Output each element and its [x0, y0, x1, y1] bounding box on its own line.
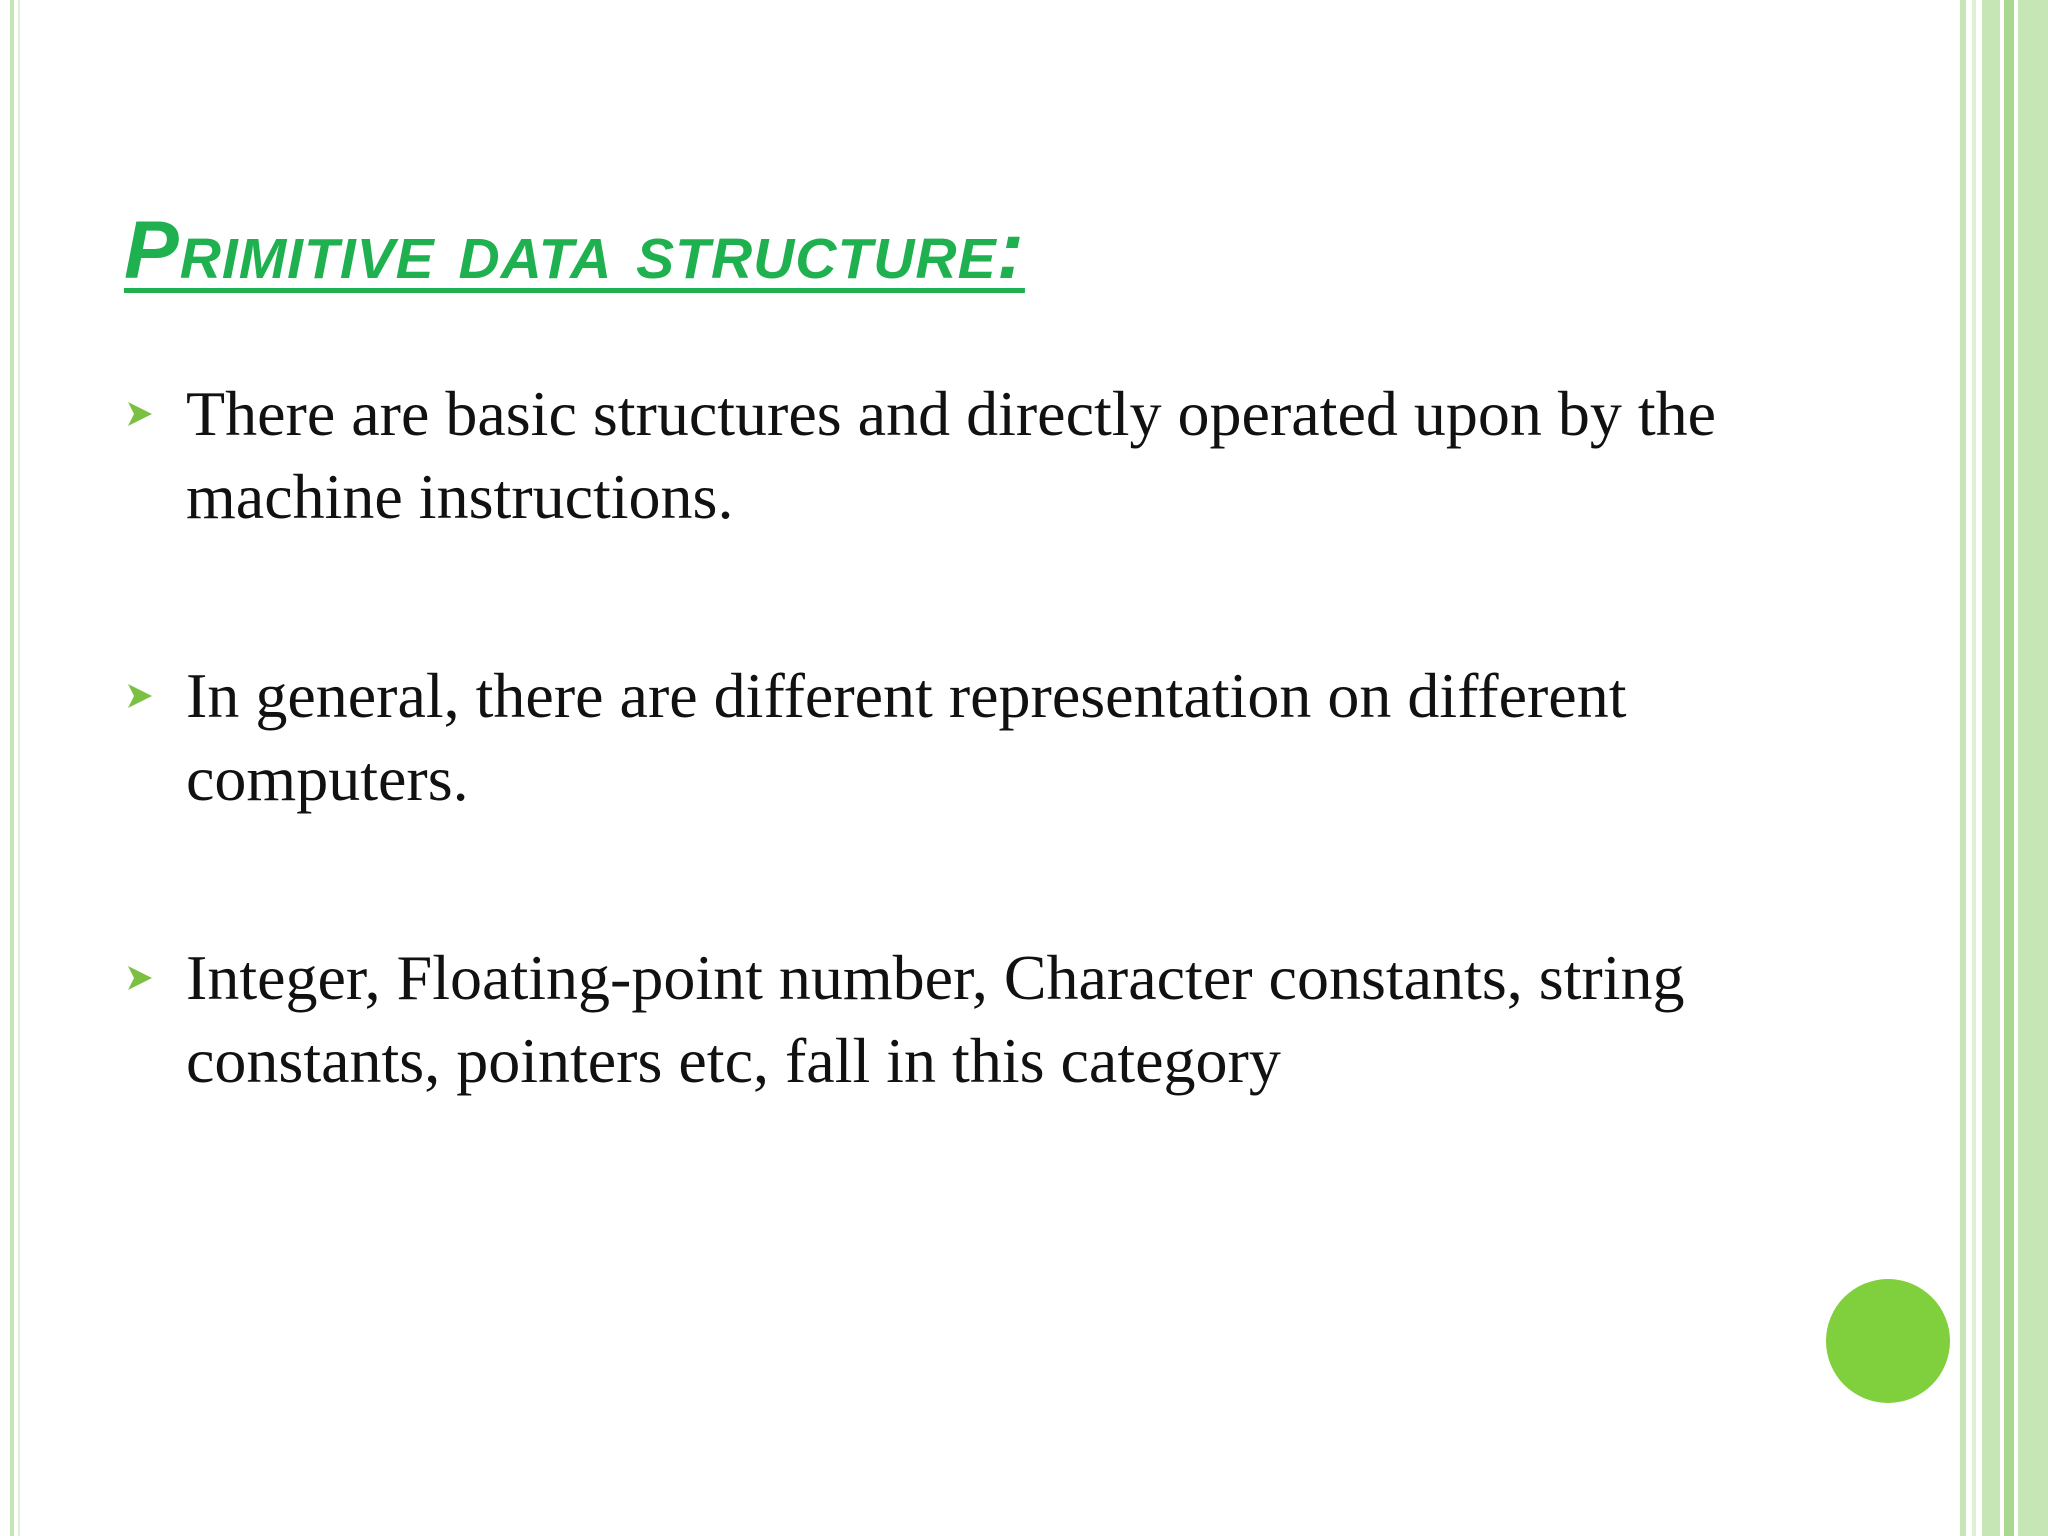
- bullet-item: [124, 372, 1764, 538]
- bullet-list: [124, 372, 1764, 1218]
- right-border-stripe: [2018, 0, 2048, 1536]
- right-border-stripe: [1960, 0, 1966, 1536]
- decorative-circle: [1826, 1279, 1950, 1403]
- right-border-stripe: [2004, 0, 2014, 1536]
- right-border-stripe: [1972, 0, 1976, 1536]
- arrowhead-bullet-icon: [124, 680, 156, 712]
- bullet-text: In general, there are different representation on different computers.: [186, 660, 1627, 814]
- slide-title: Primitive data structure:: [124, 205, 1025, 296]
- bullet-text: Integer, Floating-point number, Character constants, string constants, pointers etc, fall in this category: [186, 942, 1685, 1096]
- bullet-item: [124, 936, 1764, 1102]
- arrowhead-bullet-icon: [124, 398, 156, 430]
- arrowhead-bullet-icon: [124, 962, 156, 994]
- left-border-line: [10, 0, 14, 1536]
- bullet-text: There are basic structures and directly operated upon by the machine instructions.: [186, 378, 1717, 532]
- right-border-stripe: [1982, 0, 2000, 1536]
- bullet-item: [124, 654, 1764, 820]
- left-border-line-inner: [18, 0, 20, 1536]
